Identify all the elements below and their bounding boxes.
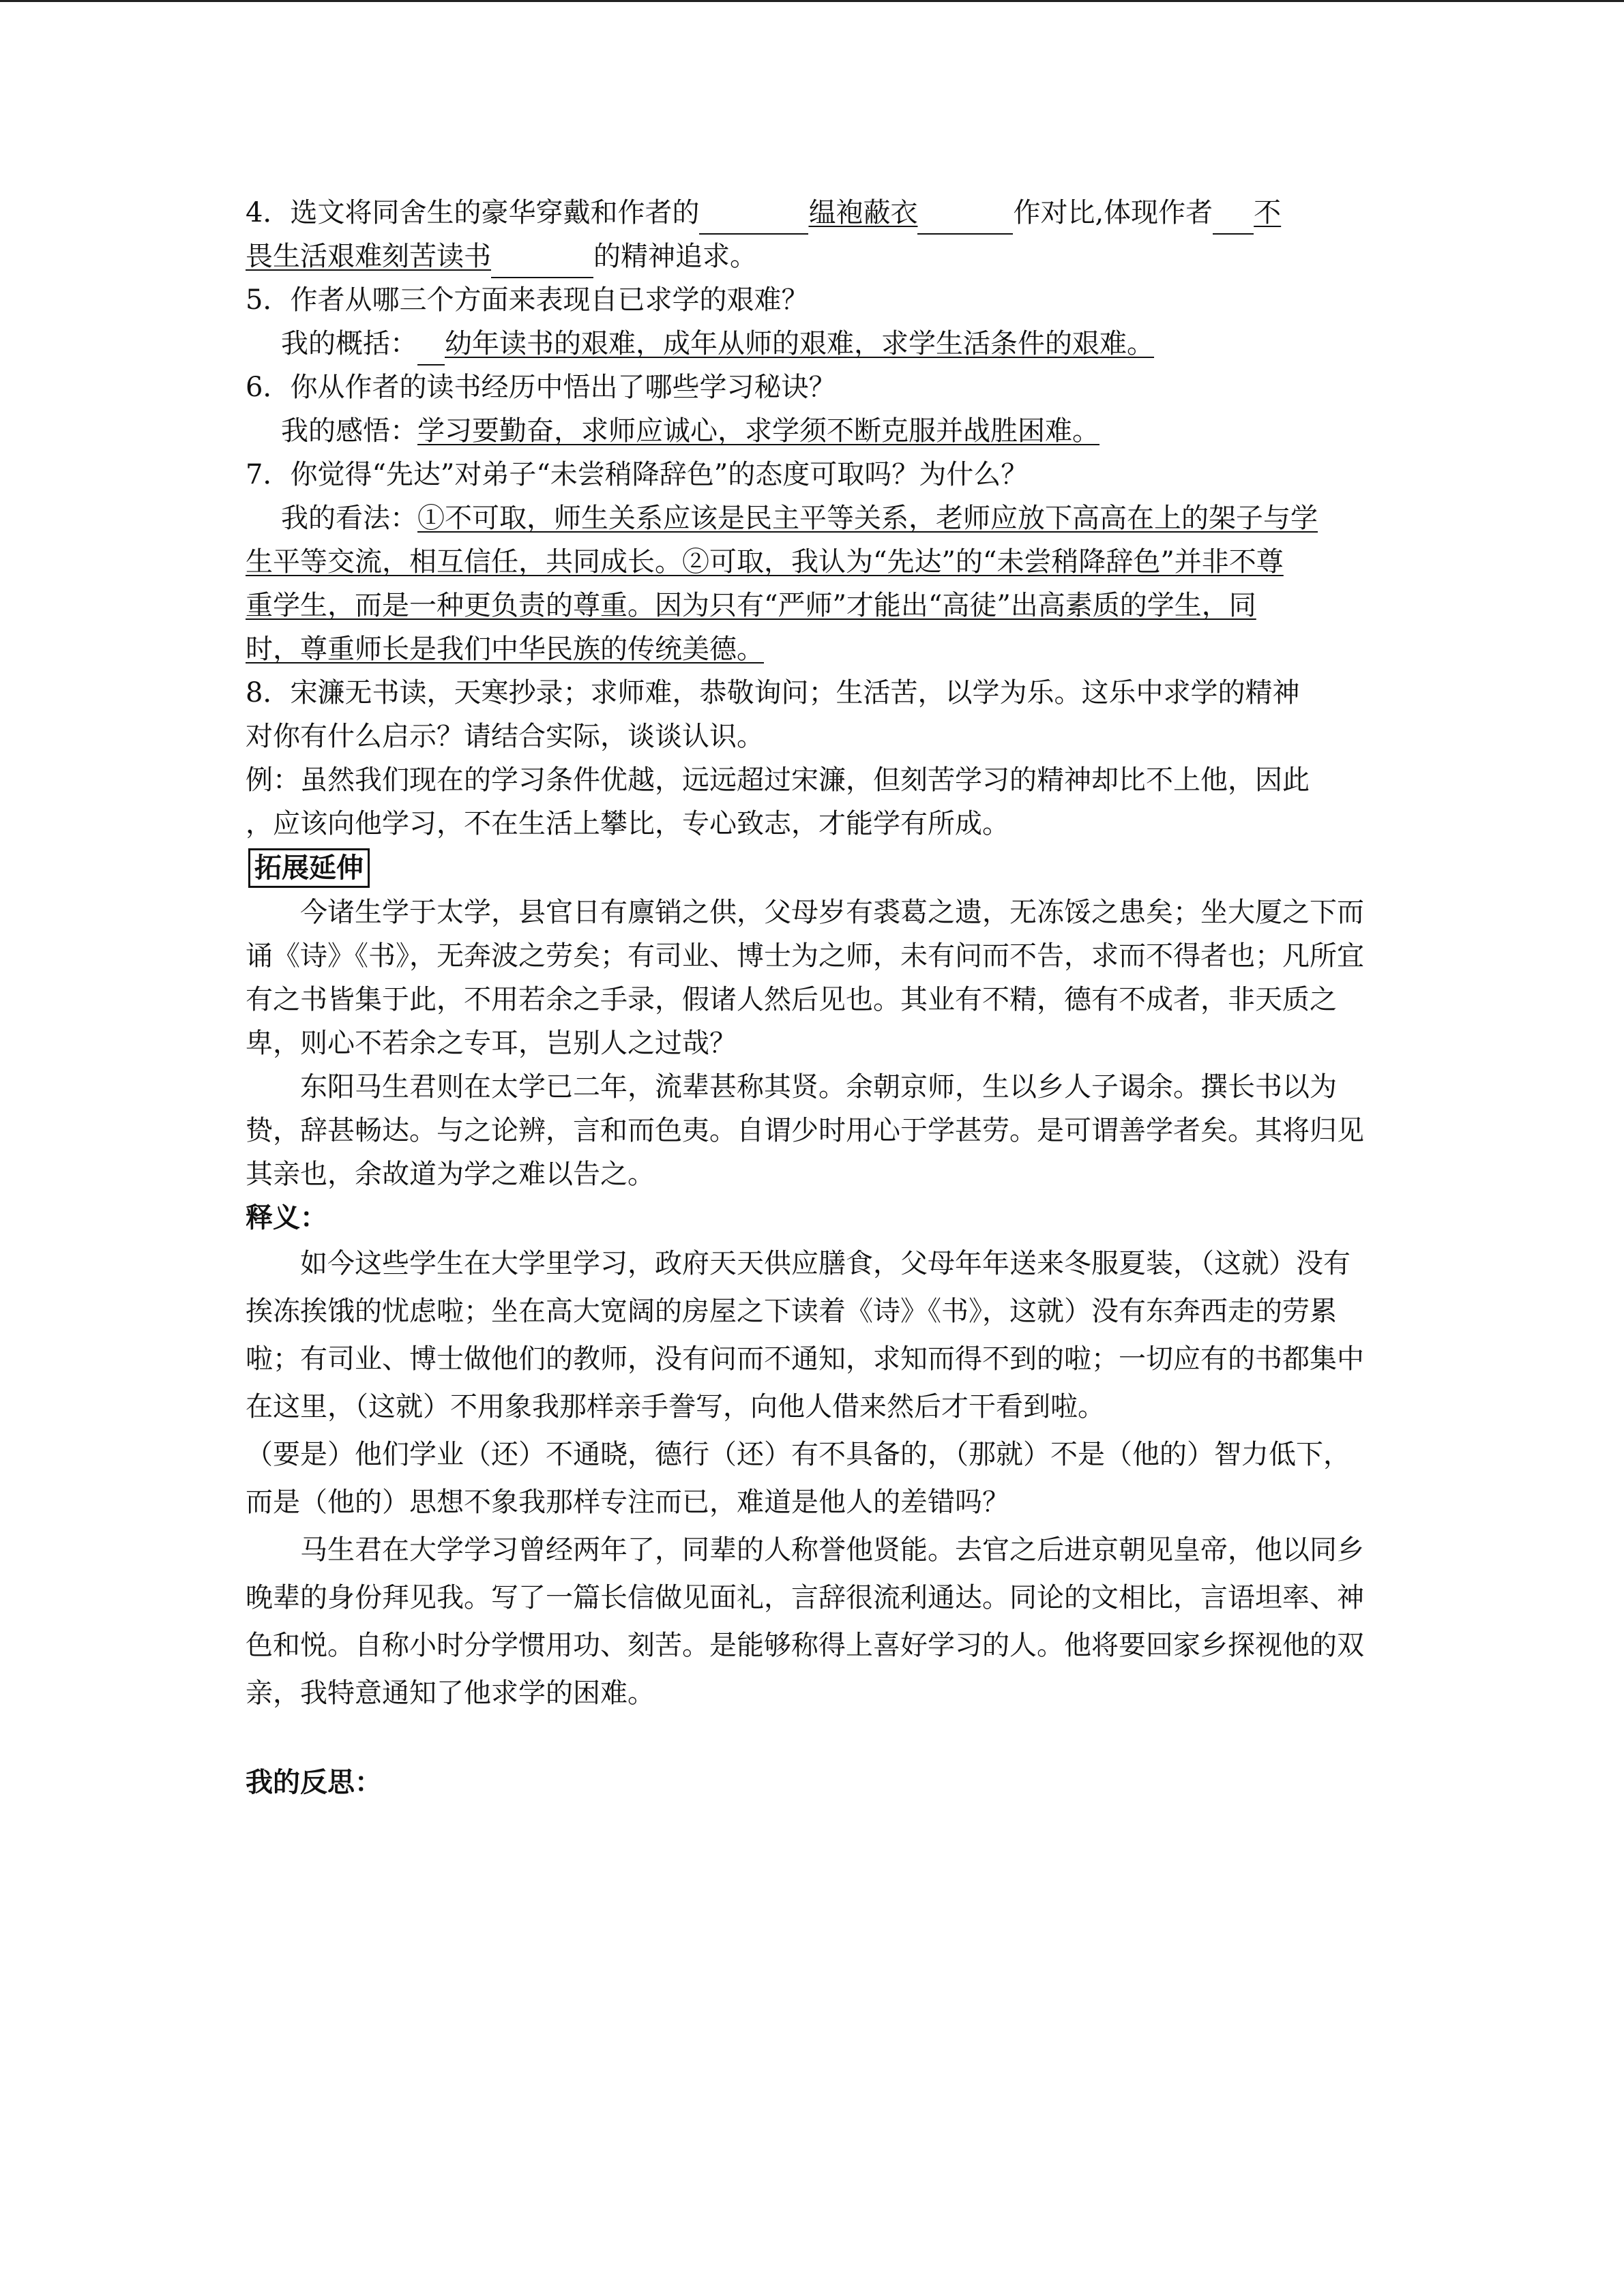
q8-example-1: 例：虽然我们现在的学习条件优越，远远超过宋濂，但刻苦学习的精神却比不上他，因此 bbox=[246, 764, 1310, 796]
q7-answer-line-4 bbox=[246, 627, 1371, 671]
q8-question-2: 对你有什么启示？请结合实际，谈谈认识。 bbox=[246, 721, 764, 752]
q6-answer-line bbox=[246, 409, 1371, 453]
q4-text-c: 的精神追求。 bbox=[593, 241, 757, 272]
q4-answer-2b: 畏生活艰难刻苦读书 bbox=[246, 241, 491, 272]
q7-answer-3: 重学生，而是一种更负责的尊重。因为只有“严师”才能出“高徒”出高素质的学生，同 bbox=[246, 590, 1256, 621]
extension-para-2: 东阳马生君则在太学已二年，流辈甚称其贤。余朝京师，生以乡人子谒余。撰长书以为贽，辞甚畅达。与之论辨，言和而色夷。自谓少时用心于学甚劳。是可谓善学者矣。其将归见其亲也，余故道为学之难以告之。 bbox=[246, 1071, 1364, 1190]
q5-answer: 幼年读书的艰难，成年从师的艰难，求学生活条件的艰难。 bbox=[445, 328, 1154, 359]
extension-heading: 拓展延伸 bbox=[248, 848, 370, 888]
q4-answer-2a: 不 bbox=[1254, 197, 1282, 228]
q4-text-b: 作对比,体现作者 bbox=[1013, 197, 1213, 228]
q4-blank-1-pre bbox=[699, 202, 808, 235]
q7-answer-line-1 bbox=[246, 496, 1371, 540]
q4-answer-1: 缊袍蔽衣 bbox=[808, 197, 918, 228]
q5-question: 5．作者从哪三个方面来表现自已求学的艰难？ bbox=[246, 284, 809, 316]
extension-heading-row bbox=[246, 846, 1371, 891]
q4-blank-2-pre bbox=[1213, 202, 1254, 235]
q7-answer-4: 时，尊重师长是我们中华民族的传统美德。 bbox=[246, 633, 764, 665]
q7-answer-line-3 bbox=[246, 584, 1371, 627]
q7-label: 我的看法： bbox=[281, 503, 417, 534]
extension-para-1: 今诸生学于太学，县官日有廪销之供，父母岁有裘葛之遗，无冻馁之患矣；坐大厦之下而诵《诗》《书》，无奔波之劳矣；有司业、博士为之师，未有问而不告，求而不得者也；凡所宜有之书皆集于此，不用若余之手录，假诸人然后见也。其业有不精，德有不成者，非天质之卑，则心不若余之专耳，岂别人之过哉？ bbox=[246, 897, 1364, 1059]
q7-question: 7．你觉得“先达”对弟子“未尝稍降辞色”的态度可取吗？为什么？ bbox=[246, 459, 1029, 490]
q4-line-1 bbox=[246, 191, 1371, 235]
page-top-rule bbox=[0, 0, 1624, 2]
q4-text-a: 4．选文将同舍生的豪华穿戴和作者的 bbox=[246, 197, 700, 228]
q7-answer-line-2 bbox=[246, 540, 1371, 584]
q8-example-2: ，应该向他学习，不在生活上攀比，专心致志，才能学有所成。 bbox=[246, 808, 1009, 839]
q4-blank-2-post bbox=[491, 245, 593, 278]
q7-answer-2: 生平等交流，相互信任，共同成长。②可取，我认为“先达”的“未尝稍降辞色”并非不尊 bbox=[246, 546, 1284, 578]
q6-question: 6．你从作者的读书经历中悟出了哪些学习秘诀？ bbox=[246, 372, 836, 403]
q6-answer: 学习要勤奋，求师应诚心，求学须不断克服并战胜困难。 bbox=[417, 415, 1099, 447]
q5-blank-pre bbox=[417, 333, 445, 366]
reflection-label: 我的反思： bbox=[246, 1767, 382, 1798]
interpretation-para-1: 如今这些学生在大学里学习，政府天天供应膳食，父母年年送来冬服夏装，（这就）没有挨冻挨饿的忧虑啦；坐在高大宽阔的房屋之下读着《诗》《书》，这就）没有东奔西走的劳累啦；有司业、博士做他们的教师，没有问而不通知，求知而得不到的啦；一切应有的书都集中在这里，（这就）不用象我那样亲手誊写，向他人借来然后才干看到啦。 bbox=[246, 1248, 1364, 1422]
interpretation-para-2: （要是）他们学业（还）不通晓，德行（还）有不具备的，（那就）不是（他的）智力低下，而是（他的）思想不象我那样专注而已，难道是他人的差错吗？ bbox=[246, 1439, 1350, 1518]
q5-label: 我的概括： bbox=[281, 328, 417, 359]
interpretation-para-3: 马生君在大学学习曾经两年了，同辈的人称誉他贤能。去官之后进京朝见皇帝，他以同乡晚辈的身份拜见我。写了一篇长信做见面礼，言辞很流利通达。同论的文相比，言语坦率、神色和悦。自称小时分学惯用功、刻苦。是能够称得上喜好学习的人。他将要回家乡探视他的双亲，我特意通知了他求学的困难。 bbox=[246, 1534, 1364, 1709]
spacer bbox=[246, 1717, 1371, 1761]
q4-blank-1-post bbox=[917, 202, 1013, 235]
q8-question-1: 8．宋濂无书读，天寒抄录；求师难，恭敬询问；生活苦，以学为乐。这乐中求学的精神 bbox=[246, 677, 1300, 709]
q5-answer-line bbox=[246, 322, 1371, 366]
document-page bbox=[246, 191, 1371, 1804]
interpretation-heading: 释义： bbox=[246, 1202, 327, 1234]
q6-label: 我的感悟： bbox=[281, 415, 417, 447]
q7-answer-1: ①不可取，师生关系应该是民主平等关系，老师应放下高高在上的架子与学 bbox=[417, 503, 1318, 534]
q4-line-2 bbox=[246, 235, 1371, 278]
